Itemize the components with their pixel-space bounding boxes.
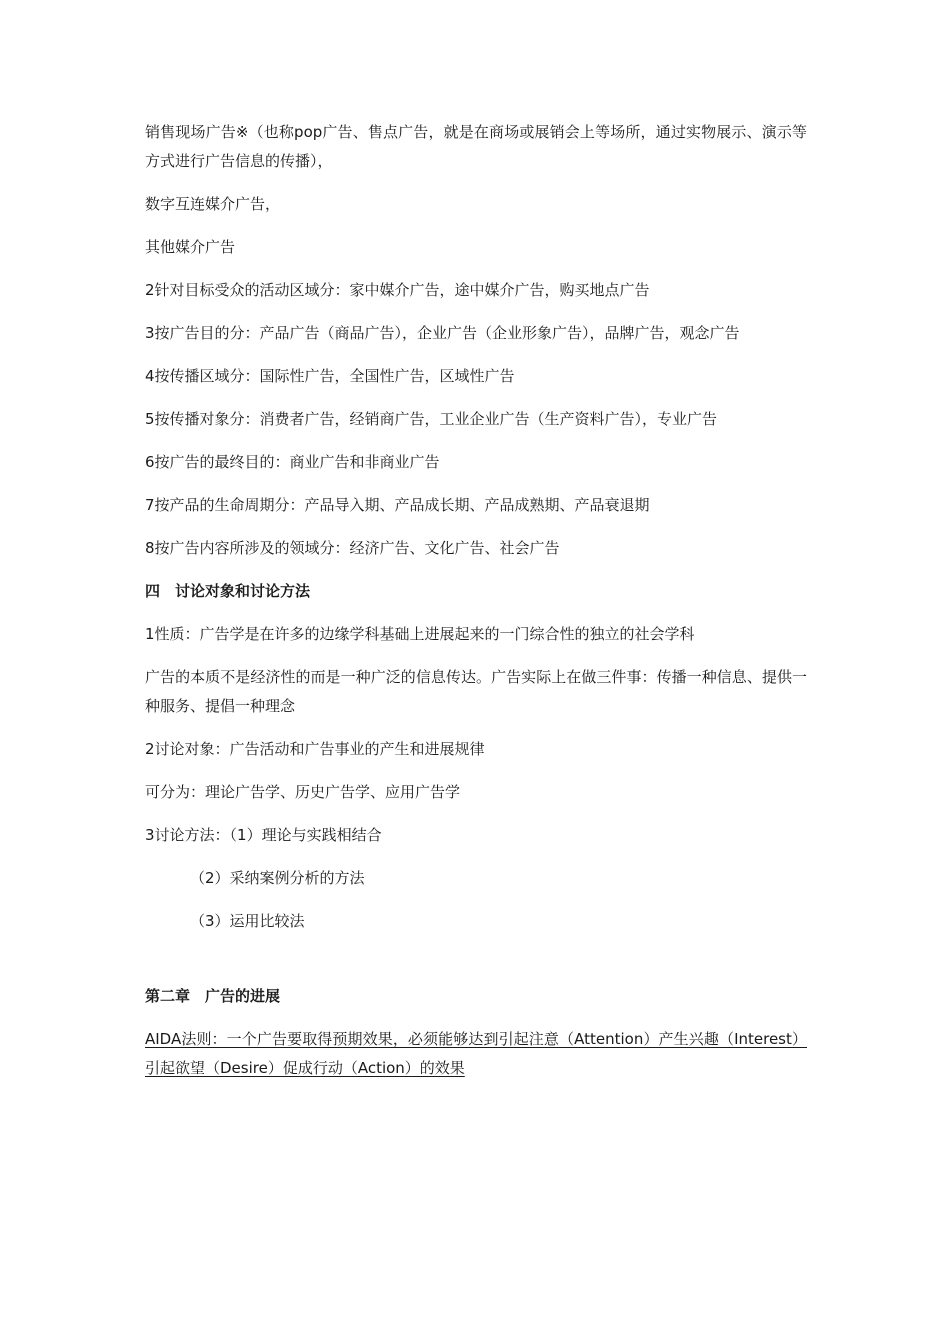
paragraph-aida-rule: AIDA法则：一个广告要取得预期效果，必须能够达到引起注意（Attention）产生兴趣（Interest）引起欲望（Desire）促成行动（Action）的效果 xyxy=(145,1030,807,1077)
paragraph-research-method: 3讨论方法：（1）理论与实践相结合 xyxy=(145,826,382,844)
chapter-heading: 第二章 广告的进展 xyxy=(145,987,281,1005)
document-page xyxy=(145,118,807,1097)
spacer xyxy=(145,950,807,980)
paragraph-method-compare: （3）运用比较法 xyxy=(190,912,305,930)
paragraph-ad-essence: 广告的本质不是经济性的而是一种广泛的信息传达。广告实际上在做三件事：传播一种信息、提供一种服务、提倡一种理念 xyxy=(145,668,807,715)
paragraph-research-object: 2讨论对象：广告活动和广告事业的产生和进展规律 xyxy=(145,740,485,758)
section-heading-research: 四 讨论对象和讨论方法 xyxy=(145,582,311,600)
paragraph-ad-content-field: 8按广告内容所涉及的领域分：经济广告、文化广告、社会广告 xyxy=(145,539,560,557)
paragraph-nature: 1性质：广告学是在许多的边缘学科基础上进展起来的一门综合性的独立的社会学科 xyxy=(145,625,695,643)
paragraph-method-case: （2）采纳案例分析的方法 xyxy=(190,869,365,887)
paragraph-ad-region: 4按传播区域分：国际性广告，全国性广告，区域性广告 xyxy=(145,367,515,385)
paragraph-digital-media: 数字互连媒介广告， xyxy=(145,195,281,213)
paragraph-ad-target: 5按传播对象分：消费者广告，经销商广告，工业企业广告（生产资料广告），专业广告 xyxy=(145,410,718,428)
paragraph-product-lifecycle: 7按产品的生命周期分：产品导入期、产品成长期、产品成熟期、产品衰退期 xyxy=(145,496,650,514)
paragraph-ad-final-goal: 6按广告的最终目的：商业广告和非商业广告 xyxy=(145,453,440,471)
paragraph-subdivision: 可分为：理论广告学、历史广告学、应用广告学 xyxy=(145,783,461,801)
paragraph-pop-advertising: 销售现场广告※（也称pop广告、售点广告，就是在商场或展销会上等场所，通过实物展示、演示等方式进行广告信息的传播）， xyxy=(145,123,807,170)
paragraph-ad-purpose: 3按广告目的分：产品广告（商品广告），企业广告（企业形象广告），品牌广告，观念广告 xyxy=(145,324,740,342)
paragraph-other-media: 其他媒介广告 xyxy=(145,238,236,256)
paragraph-audience-area: 2针对目标受众的活动区域分：家中媒介广告，途中媒介广告，购买地点广告 xyxy=(145,281,650,299)
